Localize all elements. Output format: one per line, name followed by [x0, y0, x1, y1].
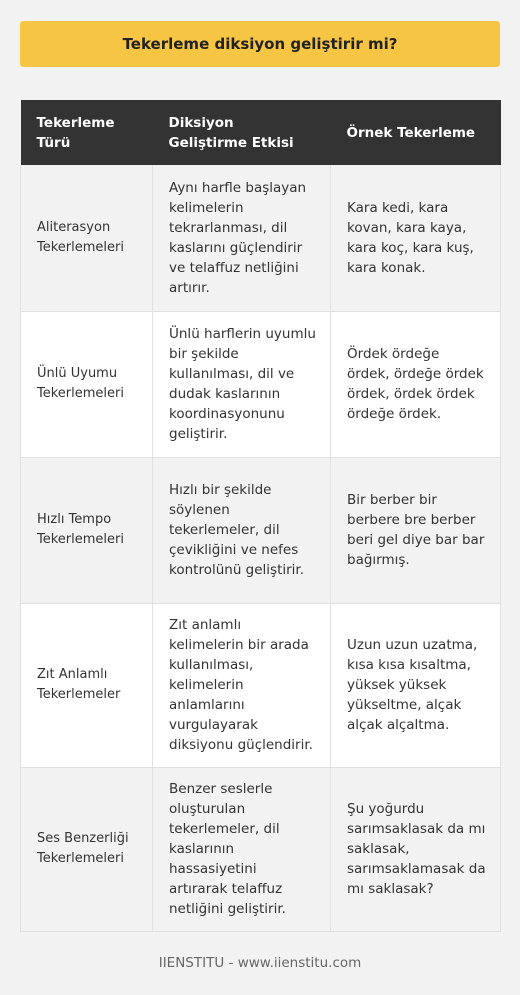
cell-effect: Hızlı bir şekilde söylenen tekerlemeler, dil çevikliğini ve nefes kontrolünü geliştirir.	[153, 457, 331, 603]
cell-type: Ünlü Uyumu Tekerlemeleri	[21, 311, 153, 457]
cell-effect: Zıt anlamlı kelimelerin bir arada kullanılması, kelimelerin anlamlarını vurgulayarak diksiyonu güçlendirir.	[153, 603, 331, 767]
cell-example: Bir berber bir berbere bre berber beri gel diye bar bar bağırmış.	[331, 457, 501, 603]
page-title: Tekerleme diksiyon geliştirir mi?	[122, 35, 398, 53]
title-banner	[20, 21, 500, 67]
table-row	[21, 767, 501, 931]
cell-type: Hızlı Tempo Tekerlemeleri	[21, 457, 153, 603]
tongue-twister-table	[20, 100, 501, 932]
cell-example: Kara kedi, kara kovan, kara kaya, kara koç, kara kuş, kara konak.	[331, 165, 501, 311]
cell-type: Ses Benzerliği Tekerlemeleri	[21, 767, 153, 931]
table-header-row	[21, 100, 501, 165]
footer-credit: IIENSTITU - www.iienstitu.com	[158, 955, 362, 971]
cell-effect: Ünlü harflerin uyumlu bir şekilde kullanılması, dil ve dudak kaslarının koordinasyonunu geliştirir.	[153, 311, 331, 457]
header-effect: Diksiyon Geliştirme Etkisi	[153, 100, 331, 165]
cell-example: Uzun uzun uzatma, kısa kısa kısaltma, yüksek yüksek yükseltme, alçak alçak alçaltma.	[331, 603, 501, 767]
table-row	[21, 311, 501, 457]
cell-effect: Aynı harfle başlayan kelimelerin tekrarlanması, dil kaslarını güçlendirir ve telaffuz netliğini artırır.	[153, 165, 331, 311]
header-example: Örnek Tekerleme	[331, 100, 501, 165]
header-type: Tekerleme Türü	[21, 100, 153, 165]
cell-type: Aliterasyon Tekerlemeleri	[21, 165, 153, 311]
table-row	[21, 165, 501, 311]
cell-example: Ördek ördeğe ördek, ördeğe ördek ördek, ördek ördek ördeğe ördek.	[331, 311, 501, 457]
cell-example: Şu yoğurdu sarımsaklasak da mı saklasak, sarımsaklamasak da mı saklasak?	[331, 767, 501, 931]
table-row	[21, 603, 501, 767]
cell-effect: Benzer seslerle oluşturulan tekerlemeler, dil kaslarının hassasiyetini artırarak telaffuz netliğini geliştirir.	[153, 767, 331, 931]
table-row	[21, 457, 501, 603]
cell-type: Zıt Anlamlı Tekerlemeler	[21, 603, 153, 767]
